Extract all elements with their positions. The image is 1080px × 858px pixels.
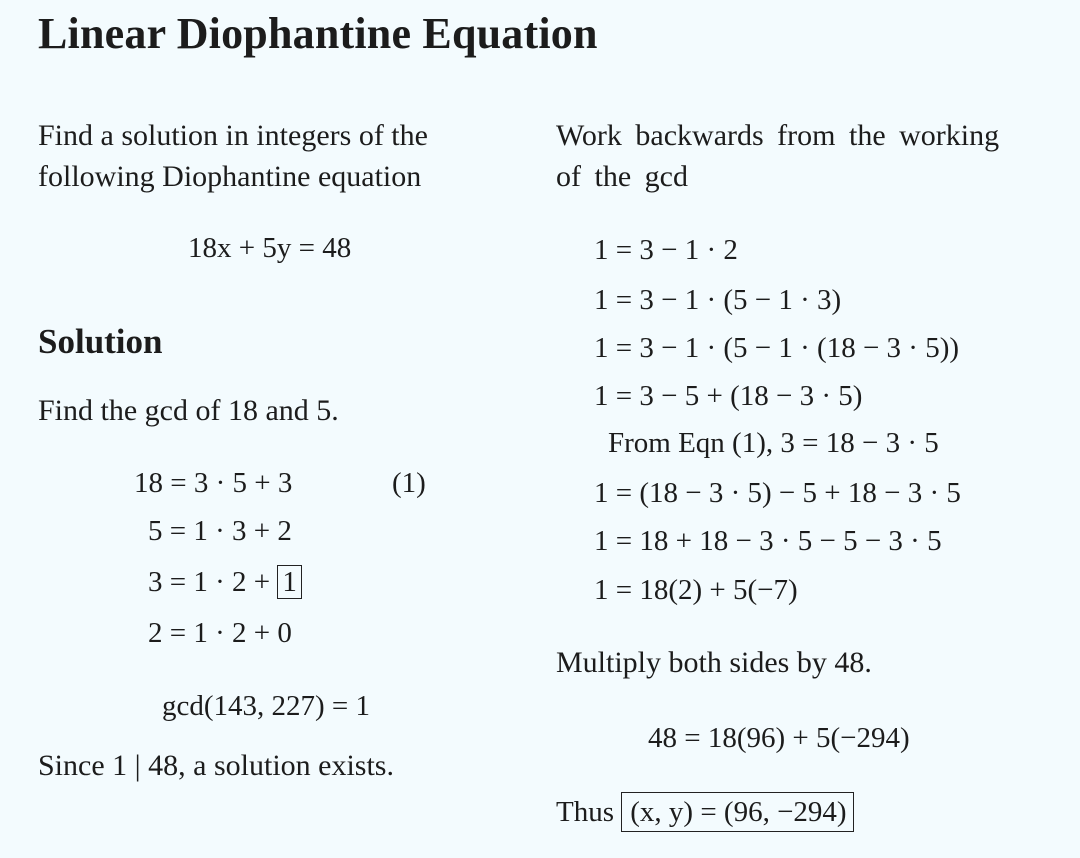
problem-statement [38,115,428,197]
back-step-1: 1 = 3 − 1 · 2 [594,234,738,266]
sub-step-2: 1 = 18 + 18 − 3 · 5 − 5 − 3 · 5 [594,525,942,557]
conclusion-text: Since 1 | 48, a solution exists. [38,749,394,782]
work-backwards-intro [556,115,999,197]
sub-step-3: 1 = 18(2) + 5(−7) [594,574,798,606]
solution-heading: Solution [38,322,163,361]
euclid-step-1: 18 = 3 · 5 + 3 [134,467,293,499]
thus-label: Thus [556,796,614,828]
problem-line-2: following Diophantine equation [38,160,422,193]
problem-line-1: Find a solution in integers of the [38,119,428,152]
back-step-3: 1 = 3 − 1 · (5 − 1 · (18 − 3 · 5)) [594,332,960,364]
euclid-step-2: 5 = 1 · 3 + 2 [148,515,292,547]
boxed-answer: (x, y) = (96, −294) [621,792,853,832]
back-step-2: 1 = 3 − 1 · (5 − 1 · 3) [594,284,842,316]
euclid-step-3 [148,565,302,599]
euclid-step-4: 2 = 1 · 2 + 0 [148,617,292,649]
sub-step-1: 1 = (18 − 3 · 5) − 5 + 18 − 3 · 5 [594,477,961,509]
multiply-instruction: Multiply both sides by 48. [556,646,872,679]
from-eqn-note: From Eqn (1), 3 = 18 − 3 · 5 [608,427,939,459]
equation-label-1: (1) [392,467,426,499]
back-step-4: 1 = 3 − 5 + (18 − 3 · 5) [594,380,863,412]
gcd-result: gcd(143, 227) = 1 [162,690,371,722]
work-backwards-line-1: Work backwards from the working [556,119,1000,152]
final-equation: 48 = 18(96) + 5(−294) [648,722,910,754]
work-backwards-line-2: of the gcd [556,160,688,193]
gcd-intro: Find the gcd of 18 and 5. [38,394,339,427]
boxed-remainder: 1 [277,565,302,599]
final-answer-row [556,792,854,832]
euclid-step-3-text: 3 = 1 · 2 + [148,566,271,598]
diophantine-equation: 18x + 5y = 48 [188,232,352,264]
page-title: Linear Diophantine Equation [38,9,598,58]
